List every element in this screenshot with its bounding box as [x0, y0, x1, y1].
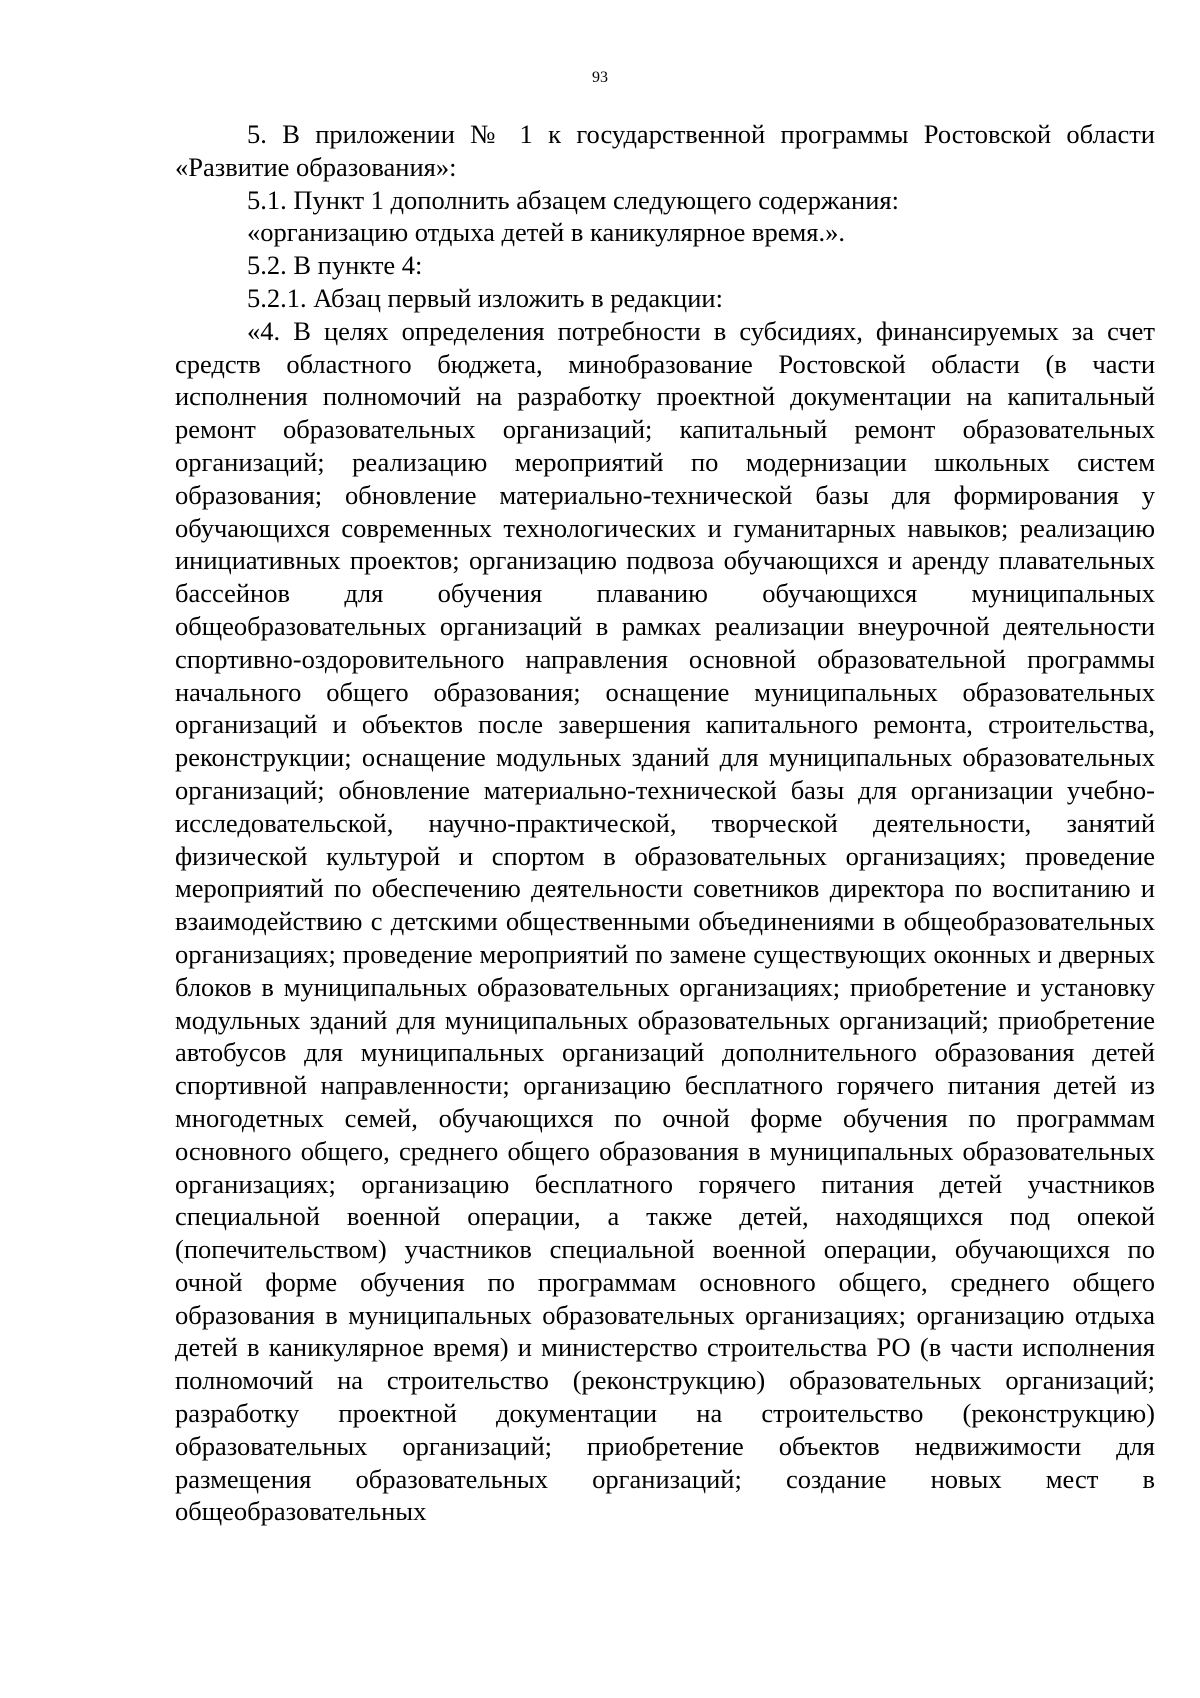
page-number: 93 [592, 69, 608, 86]
paragraph-item-5: 5. В приложении № 1 к государственной программы Ростовской области «Развитие образования»: [175, 119, 1155, 182]
paragraph-item-5-1-text: «организацию отдыха детей в каникулярное время.». [247, 217, 845, 248]
paragraph-item-5-1: 5.1. Пункт 1 дополнить абзацем следующего содержания: [247, 184, 899, 215]
paragraph-item-5-2-1: 5.2.1. Абзац первый изложить в редакции: [247, 282, 723, 313]
paragraph-item-5-2: 5.2. В пункте 4: [247, 250, 423, 281]
document-body [175, 118, 1155, 1528]
paragraph-item-4-new-text: «4. В целях определения потребности в субсидиях, финансируемых за счет средств областного бюджета, минобразование Ростовской области (в части исполнения полномочий на разработку проектной документации на капитальный ремонт образовательных организаций; капитальный ремонт образовательных организаций; реализацию мероприятий по модернизации школьных систем образования; обновление материально-технической базы для формирования у обучающихся современных технологических и гуманитарных навыков; реализацию инициативных проектов; организацию подвоза обучающихся и аренду плавательных бассейнов для обучения плаванию обучающихся муниципальных общеобразовательных организаций в рамках реализации внеурочной деятельности спортивно-оздоровительного направления основной образовательной программы начального общего образования; оснащение муниципальных образовательных организаций и объектов после завершения капитального ремонта, строительства, реконструкции; оснащение модульных зданий для муниципальных образовательных организаций; обновление материально-технической базы для организации учебно-исследовательской, научно-практической, творческой деятельности, занятий физической культурой и спортом в образовательных организациях; проведение мероприятий по обеспечению деятельности советников директора по воспитанию и взаимодействию с детскими общественными объединениями в общеобразовательных организациях; проведение мероприятий по замене существующих оконных и дверных блоков в муниципальных образовательных организациях; приобретение и установку модульных зданий для муниципальных образовательных организаций; приобретение автобусов для муниципальных организаций дополнительного образования детей спортивной направленности; организацию бесплатного горячего питания детей из многодетных семей, обучающихся по очной форме обучения по программам основного общего, среднего общего образования в муниципальных образовательных организациях; организацию бесплатного горячего питания детей участников специальной военной операции, а также детей, находящихся под опекой (попечительством) участников специальной военной операции, обучающихся по очной форме обучения по программам основного общего, среднего общего образования в муниципальных образовательных организациях; организацию отдыха детей в каникулярное время) и министерство строительства РО (в части исполнения полномочий на строительство (реконструкцию) образовательных организаций; разработку проектной документации на строительство (реконструкцию) образовательных организаций; приобретение объектов недвижимости для размещения образовательных организаций; создание новых мест в общеобразовательных [175, 315, 1155, 1527]
